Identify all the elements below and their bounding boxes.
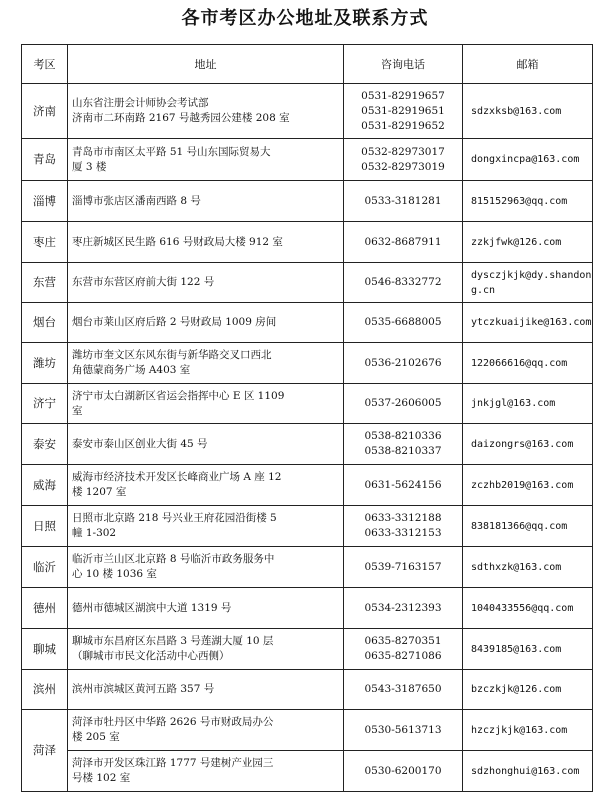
district-cell: 烟台 <box>22 303 68 343</box>
table-row <box>22 751 593 792</box>
district-cell: 泰安 <box>22 424 68 465</box>
address-line: 东营市东营区府前大街 122 号 <box>72 276 215 288</box>
address-line: 济宁市太白湖新区省运会指挥中心 E 区 1109 <box>72 389 285 402</box>
address-cell <box>68 222 344 263</box>
phone-number: 0546-8332772 <box>364 276 442 288</box>
table-row <box>22 710 593 751</box>
district-cell: 威海 <box>22 465 68 506</box>
district-cell: 济南 <box>22 84 68 139</box>
email-cell: zczhb2019@163.com <box>463 465 593 506</box>
phone-number: 0536-2102676 <box>364 356 442 369</box>
phone-number: 0633-3312153 <box>364 527 442 539</box>
phone-number: 0535-6688005 <box>364 316 442 328</box>
address-line: 室 <box>72 404 83 417</box>
table-row <box>22 506 593 547</box>
address-line: 临沂市兰山区北京路 8 号临沂市政务服务中 <box>72 553 275 565</box>
table-header-row <box>22 45 593 84</box>
email-cell: sdthxzk@163.com <box>463 547 593 588</box>
table-row <box>22 343 593 384</box>
phone-cell <box>344 710 463 751</box>
district-cell: 济宁 <box>22 384 68 424</box>
address-line: 青岛市市南区太平路 51 号山东国际贸易大 <box>72 145 271 158</box>
address-line: 德州市德城区湖滨中大道 1319 号 <box>72 601 232 614</box>
address-line: 济南市二环南路 2167 号越秀园公建楼 208 室 <box>72 112 290 124</box>
district-cell: 菏泽 <box>22 710 68 792</box>
address-cell <box>68 465 344 506</box>
address-line: 滨州市滨城区黄河五路 357 号 <box>72 683 215 695</box>
header-phone: 咨询电话 <box>344 45 463 84</box>
address-cell <box>68 588 344 629</box>
phone-cell <box>344 222 463 263</box>
phone-cell <box>344 506 463 547</box>
address-cell <box>68 181 344 222</box>
district-cell: 淄博 <box>22 181 68 222</box>
phone-cell <box>344 384 463 424</box>
table-row <box>22 139 593 181</box>
address-line: 楼 205 室 <box>72 731 120 743</box>
address-cell <box>68 710 344 751</box>
district-cell: 日照 <box>22 506 68 547</box>
phone-cell <box>344 424 463 465</box>
phone-cell <box>344 547 463 588</box>
phone-number: 0532-82973019 <box>361 160 445 173</box>
district-cell: 枣庄 <box>22 222 68 263</box>
table-row <box>22 303 593 343</box>
address-cell <box>68 303 344 343</box>
address-cell <box>68 547 344 588</box>
address-line: 威海市经济技术开发区长峰商业广场 A 座 12 <box>72 471 282 483</box>
phone-number: 0539-7163157 <box>364 560 442 573</box>
table-row <box>22 465 593 506</box>
address-line: 心 10 楼 1036 室 <box>72 568 157 580</box>
phone-number: 0530-5613713 <box>364 723 442 736</box>
email-cell: 122066616@qq.com <box>463 343 593 384</box>
address-line: 角德蒙商务广场 A403 室 <box>72 364 191 376</box>
email-cell: dysczjkjk@dy.shandong.cn <box>463 263 593 303</box>
table-row <box>22 424 593 465</box>
email-cell: bzczkjk@126.com <box>463 670 593 710</box>
district-cell: 聊城 <box>22 629 68 670</box>
address-cell <box>68 84 344 139</box>
email-cell: dongxincpa@163.com <box>463 139 593 181</box>
address-line: 泰安市泰山区创业大街 45 号 <box>72 437 208 450</box>
phone-number: 0530-6200170 <box>364 764 442 777</box>
district-cell: 滨州 <box>22 670 68 710</box>
address-line: 日照市北京路 218 号兴业王府花园沿街楼 5 <box>72 512 277 524</box>
phone-number: 0633-3312188 <box>364 512 442 524</box>
address-line: 潍坊市奎文区东风东街与新华路交叉口西北 <box>72 349 272 361</box>
address-line: 楼 1207 室 <box>72 486 127 498</box>
table-row <box>22 588 593 629</box>
table-body <box>22 84 593 792</box>
phone-cell <box>344 181 463 222</box>
phone-cell <box>344 670 463 710</box>
page-title: 各市考区办公地址及联系方式 <box>181 8 429 29</box>
office-contact-table <box>21 44 593 792</box>
email-cell: jnkjgl@163.com <box>463 384 593 424</box>
phone-number: 0631-5624156 <box>364 478 442 491</box>
district-cell: 青岛 <box>22 139 68 181</box>
district-cell: 潍坊 <box>22 343 68 384</box>
district-cell: 临沂 <box>22 547 68 588</box>
email-cell: 1040433556@qq.com <box>463 588 593 629</box>
phone-number: 0537-2606005 <box>364 397 442 409</box>
email-cell: hzczjkjk@163.com <box>463 710 593 751</box>
district-cell: 德州 <box>22 588 68 629</box>
table-row <box>22 384 593 424</box>
header-address: 地址 <box>68 45 344 84</box>
table-row <box>22 181 593 222</box>
address-cell <box>68 629 344 670</box>
header-district: 考区 <box>22 45 68 84</box>
address-cell <box>68 384 344 424</box>
phone-number: 0534-2312393 <box>364 601 442 614</box>
table-row <box>22 263 593 303</box>
email-cell: 838181366@qq.com <box>463 506 593 547</box>
phone-number: 0538-8210337 <box>364 445 442 457</box>
email-cell: sdzhonghui@163.com <box>463 751 593 792</box>
header-email: 邮箱 <box>463 45 593 84</box>
address-line: 菏泽市牡丹区中华路 2626 号市财政局办公 <box>72 716 274 728</box>
phone-number: 0531-82919652 <box>361 119 445 132</box>
phone-number: 0543-3187650 <box>364 683 442 695</box>
email-cell: zzkjfwk@126.com <box>463 222 593 263</box>
address-line: 枣庄新城区民生路 616 号财政局大楼 912 室 <box>72 235 283 248</box>
address-cell <box>68 263 344 303</box>
address-line: （聊城市市民文化活动中心西侧） <box>72 650 230 662</box>
address-cell <box>68 751 344 792</box>
phone-number: 0635-8270351 <box>364 635 442 647</box>
address-cell <box>68 424 344 465</box>
email-cell: ytczkuaijike@163.com <box>463 303 593 343</box>
table-row <box>22 84 593 139</box>
email-cell: sdzxksb@163.com <box>463 84 593 139</box>
district-cell: 东营 <box>22 263 68 303</box>
email-cell: 8439185@163.com <box>463 629 593 670</box>
address-line: 聊城市东昌府区东昌路 3 号莲湖大厦 10 层 <box>72 635 274 647</box>
address-line: 烟台市莱山区府后路 2 号财政局 1009 房间 <box>72 316 277 328</box>
address-line: 淄博市张店区潘南西路 8 号 <box>72 194 201 207</box>
phone-cell <box>344 751 463 792</box>
phone-cell <box>344 629 463 670</box>
phone-number: 0533-3181281 <box>364 194 442 207</box>
phone-number: 0632-8687911 <box>364 235 442 248</box>
table-row <box>22 222 593 263</box>
email-cell: 815152963@qq.com <box>463 181 593 222</box>
phone-cell <box>344 343 463 384</box>
address-cell <box>68 139 344 181</box>
phone-number: 0531-82919657 <box>361 89 445 102</box>
address-line: 号楼 102 室 <box>72 772 131 784</box>
phone-cell <box>344 139 463 181</box>
phone-cell <box>344 465 463 506</box>
phone-number: 0635-8271086 <box>364 650 442 662</box>
email-cell: daizongrs@163.com <box>463 424 593 465</box>
address-line: 山东省注册会计师协会考试部 <box>72 97 209 109</box>
phone-number: 0538-8210336 <box>364 430 442 442</box>
address-cell <box>68 506 344 547</box>
phone-cell <box>344 588 463 629</box>
phone-number: 0531-82919651 <box>361 104 445 117</box>
phone-cell <box>344 263 463 303</box>
address-line: 菏泽市开发区珠江路 1777 号建树产业园三 <box>72 757 274 769</box>
address-cell <box>68 343 344 384</box>
phone-cell <box>344 303 463 343</box>
phone-number: 0532-82973017 <box>361 145 445 158</box>
address-line: 厦 3 楼 <box>72 160 107 173</box>
phone-cell <box>344 84 463 139</box>
address-line: 幢 1-302 <box>72 527 117 539</box>
table-row <box>22 670 593 710</box>
table-row <box>22 629 593 670</box>
table-row <box>22 547 593 588</box>
address-cell <box>68 670 344 710</box>
